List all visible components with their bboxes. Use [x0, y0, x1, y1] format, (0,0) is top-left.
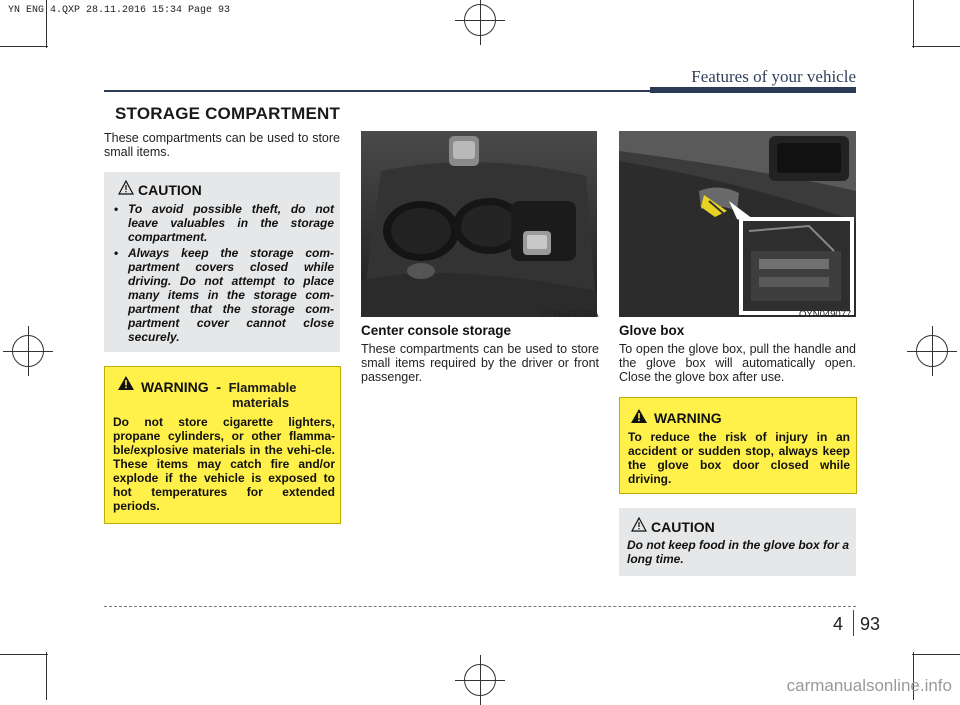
crop-mark	[0, 654, 48, 655]
caution-list	[114, 202, 334, 346]
file-slug: YN ENG 4.QXP 28.11.2016 15:34 Page 93	[8, 5, 231, 16]
caution-item: • To avoid possible theft, do not leave valuables in the storage compartment.	[114, 202, 334, 244]
caution-box-2	[619, 508, 856, 576]
registration-mark	[916, 335, 948, 367]
warning-title: WARNING	[141, 379, 209, 395]
registration-mark	[12, 335, 44, 367]
page-separator	[853, 610, 854, 636]
footer-rule	[104, 606, 856, 607]
glove-box-photo	[619, 131, 856, 317]
warning-icon	[117, 375, 135, 391]
chapter-number: 4	[833, 614, 844, 634]
caution-icon	[118, 180, 134, 195]
warning-dash: -	[216, 379, 222, 396]
caution-title: CAUTION	[138, 182, 202, 198]
crop-mark	[912, 46, 960, 47]
center-console-photo	[361, 131, 597, 317]
caution-title: CAUTION	[651, 519, 715, 535]
registration-mark	[464, 664, 496, 696]
glove-box-photo-code: OYN049077	[799, 309, 852, 320]
warning-subtitle: Flammable	[228, 380, 297, 395]
caution-icon	[631, 517, 647, 532]
caution-box-1	[104, 172, 340, 352]
center-console-text: These compartments can be used to store small items required by the driver or front passenger.	[361, 342, 599, 384]
center-console-illustration	[361, 131, 597, 317]
intro-text: These compartments can be used to store small items.	[104, 131, 340, 159]
glove-box-illustration	[619, 131, 856, 317]
header-title: Features of your vehicle	[691, 67, 856, 86]
warning-box-2	[619, 397, 857, 494]
header-bar	[650, 87, 856, 93]
glove-box-heading: Glove box	[619, 323, 685, 338]
crop-mark	[46, 652, 47, 700]
warning-text: Do not store cigarette lighters, propane cylinders, or other flamma-ble/explosive materials in the vehi-cle. These items may catch fire and/or explode if the vehicle is exposed to hot temperatures for extended periods.	[113, 415, 335, 513]
warning-subtitle-line2: materials	[232, 395, 290, 410]
center-console-photo-code: OYN049076A	[540, 309, 599, 320]
center-console-heading: Center console storage	[361, 323, 512, 338]
page-number: 93	[860, 614, 881, 634]
crop-mark	[913, 0, 914, 48]
section-title: STORAGE COMPARTMENT	[115, 104, 341, 123]
caution-text: Do not keep food in the glove box for a long time.	[627, 538, 850, 566]
crop-mark	[912, 654, 960, 655]
watermark: carmanualsonline.info	[786, 676, 952, 695]
warning-text: To reduce the risk of injury in an accident or sudden stop, always keep the glove box door closed while driving.	[628, 430, 850, 486]
warning-box-1	[104, 366, 341, 524]
warning-title: WARNING	[654, 410, 722, 426]
registration-mark	[464, 4, 496, 36]
caution-item: • Always keep the storage com-partment covers closed while driving. Do not attempt to place many items in the storage com-partment that the storage com-partment cover cannot close securely.	[114, 246, 334, 344]
warning-icon	[630, 408, 648, 424]
crop-mark	[0, 46, 48, 47]
glove-box-text: To open the glove box, pull the handle and the glove box will automatically open. Close the glove box after use.	[619, 342, 856, 384]
